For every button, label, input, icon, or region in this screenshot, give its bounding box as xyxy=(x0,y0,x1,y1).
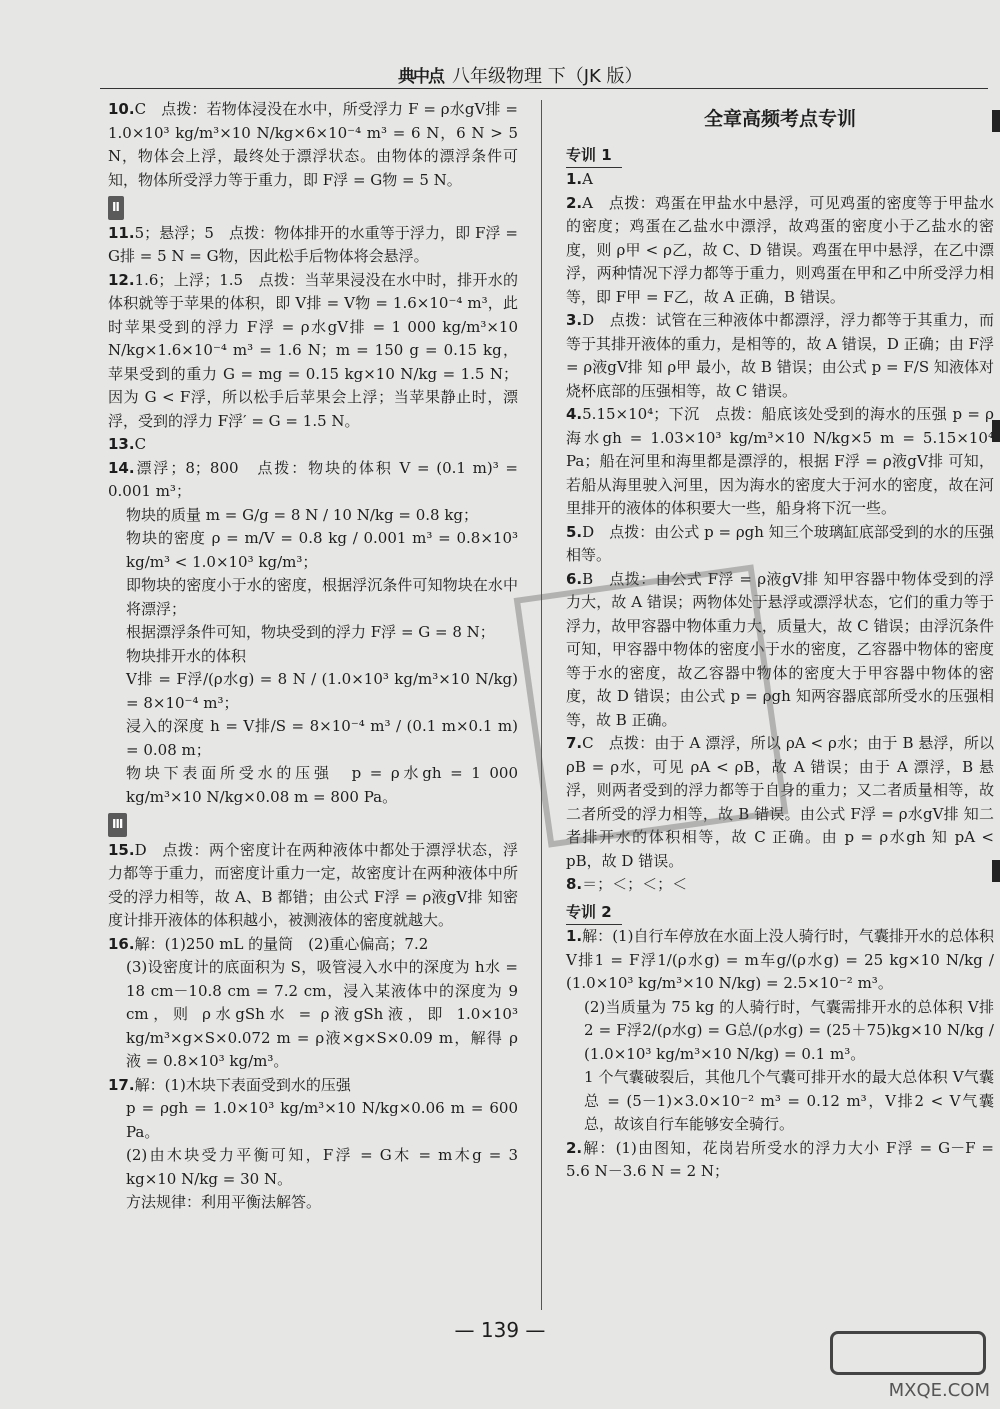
answer-item xyxy=(108,433,518,457)
answer-number: 8. xyxy=(566,875,583,893)
answer-text: D 点拨：由公式 p = ρgh 知三个玻璃缸底部受到的水的压强相等。 xyxy=(566,522,994,564)
book-logo: 典中点 xyxy=(398,67,443,87)
answer-item xyxy=(108,269,518,434)
answer-text: 解：(1)250 mL 的量筒 (2)重心偏高；7.2 xyxy=(134,934,429,953)
answer-line: 即物块的密度小于水的密度，根据浮沉条件可知物块在水中将漂浮； xyxy=(126,576,518,618)
answer-number: 17. xyxy=(108,1075,135,1094)
left-column xyxy=(108,98,518,1215)
answer-text: C xyxy=(134,435,147,453)
page-number: — 139 — xyxy=(454,1318,546,1342)
answer-number: 1. xyxy=(566,927,583,945)
answer-number: 11. xyxy=(108,223,135,242)
section-title: 全章高频考点专训 xyxy=(703,108,856,130)
answer-text: ＝；＜；＜；＜ xyxy=(582,875,688,893)
answer-item xyxy=(108,1074,518,1098)
answer-item xyxy=(566,925,994,996)
training-label: 专训 2 xyxy=(566,901,622,926)
answer-text: C 点拨：若物体浸没在水中，所受浮力 F = ρ水gV排 = 1.0×10³ kg/m³×10 N/kg×6×10⁻⁴ m³ = 6 N，6 N > 5 N，物体会上浮，最终处于漂浮状态。由物体的漂浮条件可知，物体所受浮力等于重力，即 F浮 = G物 = 5 N。 xyxy=(108,100,518,189)
answer-number: 13. xyxy=(108,435,135,453)
answer-line: (3)设密度计的底面积为 S，吸管浸入水中的深度为 h水 = 18 cm－10.8 cm = 7.2 cm，浸入某液体中的深度为 9 cm，则 ρ水gSh水 = ρ液gSh液，即 1.0×10³ kg/m³×g×S×0.072 m = ρ液×g×S×0.09 m，解得 ρ液 = 0.8×10³ kg/m³。 xyxy=(126,958,518,1070)
answer-item xyxy=(108,457,518,504)
watermark-text: MXQE.COM xyxy=(888,1380,990,1401)
answer-text: 解：(1)自行车停放在水面上没人骑行时，气囊排开水的总体积 V排1 = F浮1/(ρ水g) = m车g/(ρ水g) = 25 kg×10 N/kg / (1.0×10³ kg/m³×10 N/kg) = 2.5×10⁻² m³。 xyxy=(566,927,994,992)
answer-line: (2)当质量为 75 kg 的人骑行时，气囊需排开水的总体积 V排2 = F浮2/(ρ水g) = G总/(ρ水g) = (25＋75)kg×10 N/kg / (1.0×10³ kg/m³×10 N/kg) = 0.1 m³。 xyxy=(584,997,994,1063)
answer-text: 漂浮；8；800 点拨：物块的体积 V = (0.1 m)³ = 0.001 m³； xyxy=(108,458,518,500)
answer-number: 2. xyxy=(566,1138,583,1157)
answer-number: 5. xyxy=(566,522,583,541)
answer-number: 7. xyxy=(566,734,583,752)
answer-item xyxy=(108,222,518,269)
answer-number: 15. xyxy=(108,840,135,859)
watermark-logo xyxy=(830,1331,986,1375)
answer-number: 4. xyxy=(566,405,583,423)
answer-item xyxy=(566,873,994,897)
answer-item xyxy=(566,168,994,192)
answer-item xyxy=(108,98,518,192)
header-rule xyxy=(100,88,988,89)
answer-item xyxy=(566,192,994,310)
answer-text: B 点拨：由公式 F浮 = ρ液gV排 知甲容器中物体受到的浮力大，故 A 错误；两物体处于悬浮或漂浮状态，它们的重力等于浮力，故甲容器中物体重力大，质量大，故 C 错误；由浮沉条件可知，甲容器中物体的密度小于水的密度，乙容器中物体的密度等于水的密度，故乙容器中物体的密度大于甲容器中物体的密度，故 D 错误；由公式 p = ρgh 知两容器底部所受水的压强相等，故 B 正确。 xyxy=(566,569,994,729)
answer-number: 3. xyxy=(566,311,583,329)
answer-line: 方法规律：利用平衡法解答。 xyxy=(126,1193,322,1211)
answer-number: 1. xyxy=(566,170,583,188)
answer-line: 1 个气囊破裂后，其他几个气囊可排开水的最大总体积 V气囊总 = (5－1)×3.0×10⁻² m³ = 0.12 m³，V排2 < V气囊总，故该自行车能够安全骑行。 xyxy=(584,1068,994,1133)
answer-text: A xyxy=(582,170,593,188)
answer-line: 物块排开水的体积 xyxy=(126,646,247,665)
answer-line: 根据漂浮条件可知，物块受到的浮力 F浮 = G = 8 N； xyxy=(126,623,495,641)
answer-text: 5；悬浮；5 点拨：物体排开的水重等于浮力，即 F浮 = G排 = 5 N = G物，因此松手后物体将会悬浮。 xyxy=(108,223,518,265)
answer-text: 解：(1)由图知，花岗岩所受水的浮力大小 F浮 = G－F = 5.6 N－3.6 N = 2 N； xyxy=(566,1138,994,1180)
answer-number: 2. xyxy=(566,193,583,212)
page-title: 八年级物理 下（JK 版） xyxy=(452,66,643,87)
answer-text: C 点拨：由于 A 漂浮，所以 ρA < ρ水；由于 B 悬浮，所以 ρB = ρ水，可见 ρA < ρB，故 A 错误；由于 A 漂浮，B 悬浮，则两者受到的浮力都等于自身的重力；又二者质量相等，故二者所受的浮力相等，故 B 错误。由公式 F浮 = ρ水gV排 知二者排开水的体积相等，故 C 正确。由 p = ρ水gh 知 pA < pB，故 D 错误。 xyxy=(566,734,994,870)
answer-line: (2)由木块受力平衡可知，F浮 = G木 = m木g = 3 kg×10 N/kg = 30 N。 xyxy=(126,1146,518,1188)
answer-line: 浸入的深度 h = V排/S = 8×10⁻⁴ m³ / (0.1 m×0.1 m) = 0.08 m； xyxy=(126,717,518,759)
stamp-overlay xyxy=(514,564,789,847)
answer-item xyxy=(108,933,518,957)
training-label: 专训 1 xyxy=(566,144,622,169)
answer-text: D 点拨：两个密度计在两种液体中都处于漂浮状态，浮力都等于重力，而密度计重力一定，故密度计在两种液体中所受的浮力相等，故 A、B 都错；由公式 F浮 = ρ液gV排 知密度计排开液体的体积越小，被测液体的密度就越大。 xyxy=(108,840,518,929)
answer-line: 物块的密度 ρ = m/V = 0.8 kg / 0.001 m³ = 0.8×10³ kg/m³ < 1.0×10³ kg/m³； xyxy=(126,529,518,571)
answer-text: D 点拨：试管在三种液体中都漂浮，浮力都等于其重力，而等于其排开液体的重力，是相等的，故 A 错误，D 正确；由 F浮 = ρ液gV排 知 ρ甲 最小，故 B 错误；由公式 p = F/S 知液体对烧杯底部的压强相等，故 C 错误。 xyxy=(566,311,994,400)
answer-number: 6. xyxy=(566,569,583,588)
answer-item xyxy=(566,521,994,568)
answer-text: 解：(1)木块下表面受到水的压强 xyxy=(134,1075,351,1094)
answer-item xyxy=(566,403,994,521)
answer-item xyxy=(108,839,518,933)
answer-number: 12. xyxy=(108,270,135,289)
answer-line: p = ρgh = 1.0×10³ kg/m³×10 N/kg×0.06 m = 600 Pa。 xyxy=(126,1099,518,1141)
answer-number: 10. xyxy=(108,100,135,118)
answer-text: A 点拨：鸡蛋在甲盐水中悬浮，可见鸡蛋的密度等于甲盐水的密度；鸡蛋在乙盐水中漂浮，故鸡蛋的密度小于乙盐水的密度，则 ρ甲 < ρ乙，故 C、D 错误。鸡蛋在甲中悬浮，在乙中漂浮，两种情况下浮力都等于重力，则鸡蛋在甲和乙中所受浮力相等，即 F甲 = F乙，故 A 正确，B 错误。 xyxy=(566,193,994,306)
answer-number: 16. xyxy=(108,934,135,953)
answer-line: V排 = F浮/(ρ水g) = 8 N / (1.0×10³ kg/m³×10 N/kg) = 8×10⁻⁴ m³； xyxy=(126,670,518,712)
section-marker: Ⅱ xyxy=(108,196,124,220)
answer-text: 1.6；上浮；1.5 点拨：当苹果浸没在水中时，排开水的体积就等于苹果的体积，即 V排 = V物 = 1.6×10⁻⁴ m³，此时苹果受到的浮力 F浮 = ρ水gV排 = 1 000 kg/m³×10 N/kg×1.6×10⁻⁴ m³ = 1.6 N；m = 150 g = 0.15 kg，苹果受到的重力 G = mg = 0.15 kg×10 N/kg = 1.5 N；因为 G < F浮，所以松手后苹果会上浮；当苹果静止时，漂浮，受到的浮力 F浮′ = G = 1.5 N。 xyxy=(108,270,518,430)
answer-item xyxy=(566,1137,994,1184)
answer-line: 物块的质量 m = G/g = 8 N / 10 N/kg = 0.8 kg； xyxy=(126,505,479,524)
answer-number: 14. xyxy=(108,458,135,477)
answer-line: 物块下表面所受水的压强 p = ρ水gh = 1 000 kg/m³×10 N/kg×0.08 m = 800 Pa。 xyxy=(126,764,518,806)
answer-text: 5.15×10⁴；下沉 点拨：船底该处受到的海水的压强 p = ρ海水gh = 1.03×10³ kg/m³×10 N/kg×5 m = 5.15×10⁴ Pa；船在河里和海里都是漂浮的，根据 F浮 = ρ液gV排 可知，若船从海里驶入河里，因为海水的密度大于河水的密度，故在河里排开的液体的体积要大一些，船身将下沉一些。 xyxy=(566,405,994,517)
page-header xyxy=(0,58,1000,92)
section-marker: Ⅲ xyxy=(108,813,127,837)
answer-item xyxy=(566,309,994,403)
